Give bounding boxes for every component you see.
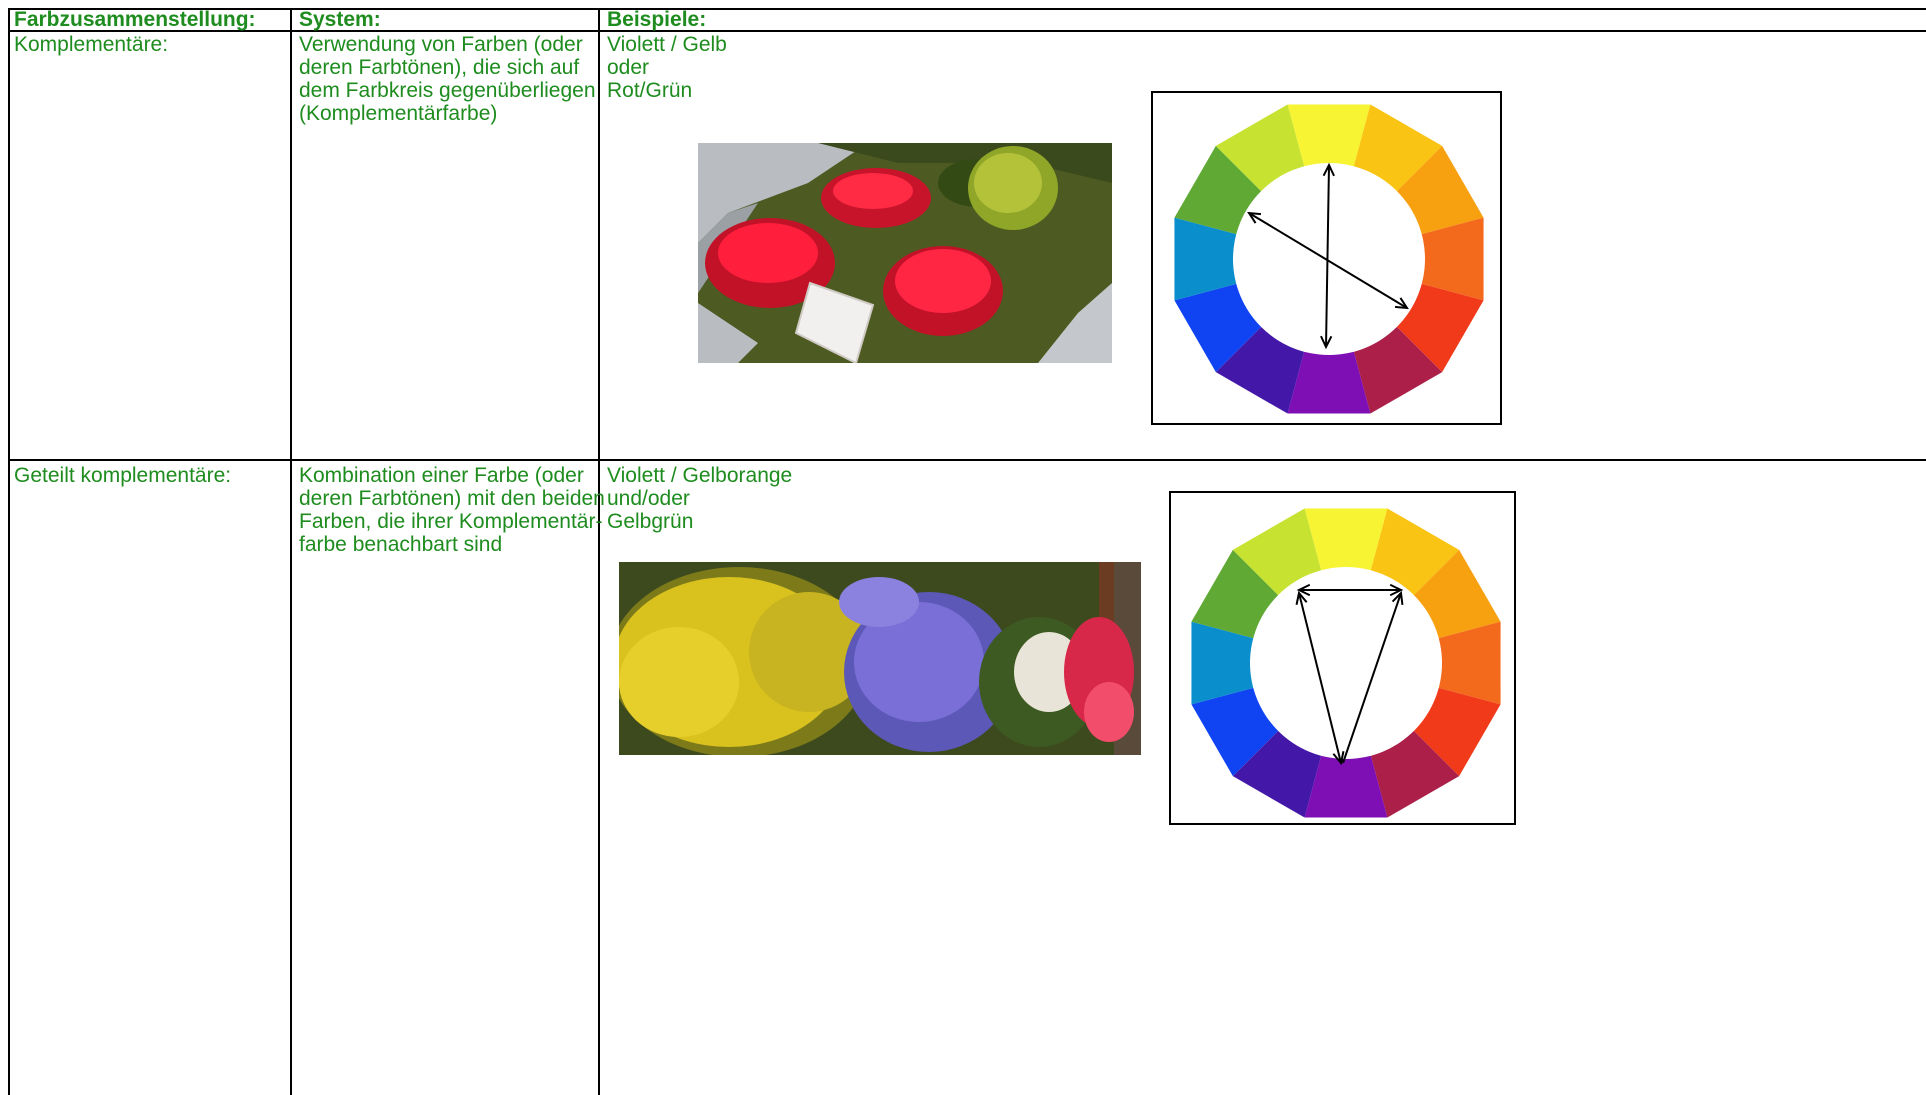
header-system: System: — [299, 8, 381, 31]
row1-example-line: Violett / Gelb — [607, 33, 727, 56]
row1-system-line: deren Farbtönen), die sich auf — [299, 56, 580, 79]
row2-example-line: und/oder — [607, 487, 690, 510]
row2-system-line: farbe benachbart sind — [299, 533, 503, 556]
color-wheel-complementary — [1151, 91, 1502, 425]
row2-system-line: deren Farbtönen) mit den beiden — [299, 487, 605, 510]
wheel-center — [1250, 567, 1442, 759]
table-border-top — [9, 8, 1926, 10]
row1-example-line: oder — [607, 56, 650, 79]
row2-name: Geteilt komplementäre: — [14, 464, 232, 487]
color-wheel-complementary-graphic — [1153, 93, 1504, 427]
table-border-col2 — [290, 8, 292, 1095]
yellow-violet-flowers-photo — [619, 562, 1141, 755]
row2-example-line: Gelbgrün — [607, 510, 694, 533]
row1-system-line: (Komplementärfarbe) — [299, 102, 498, 125]
row1-system-line: Verwendung von Farben (oder — [299, 33, 583, 56]
red-flowerbed-photo — [698, 143, 1112, 363]
table-border-header — [9, 30, 1926, 32]
header-farbzusammenstellung: Farbzusammenstellung: — [14, 8, 256, 31]
row1-example-line: Rot/Grün — [607, 79, 693, 102]
table-border-row-divider — [9, 459, 1926, 461]
row1-name: Komplementäre: — [14, 33, 169, 56]
header-beispiele: Beispiele: — [607, 8, 707, 31]
table-border-col3 — [598, 8, 600, 1095]
row2-system-line: Farben, die ihrer Komplementär- — [299, 510, 603, 533]
row2-example-line: Violett / Gelborange — [607, 464, 793, 487]
color-wheel-split-complementary-graphic — [1171, 493, 1518, 827]
row1-system-line: dem Farbkreis gegenüberliegen — [299, 79, 596, 102]
color-wheel-split-complementary — [1169, 491, 1516, 825]
row2-system-line: Kombination einer Farbe (oder — [299, 464, 584, 487]
table-border-left — [8, 8, 10, 1095]
